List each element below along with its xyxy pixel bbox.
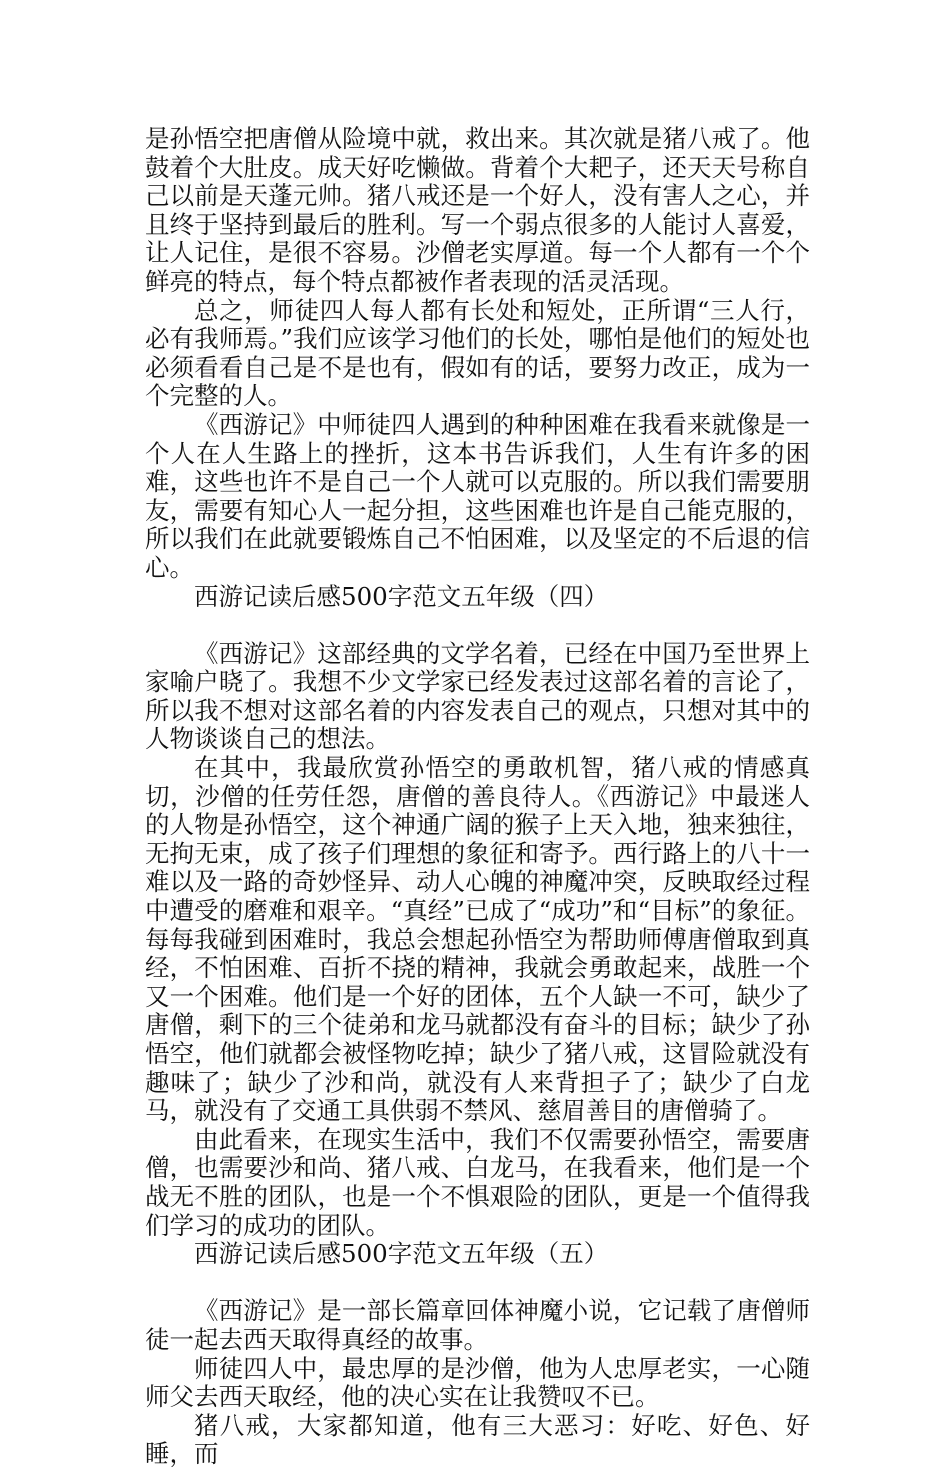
paragraph: 猪八戒，大家都知道，他有三大恶习：好吃、好色、好睡，而 (145, 1410, 810, 1469)
blank-line (145, 611, 810, 640)
section-heading: 西游记读后感500字范文五年级（四） (194, 581, 609, 611)
paragraph: 总之，师徒四人每人都有长处和短处，正所谓“三人行，必有我师焉。”我们应该学习他们的长处，哪怕是他们的短处也必须看看自己是不是也有，假如有的话，要努力改正，成为一个完整的人。 (145, 295, 810, 411)
paragraph: 在其中，我最欣赏孙悟空的勇敢机智，猪八戒的情感真切，沙僧的任劳任怨，唐僧的善良待人。《西游记》中最迷人的人物是孙悟空，这个神通广阔的猴子上天入地，独来独往，无拘无束，成了孩子们理想的象征和寄予。西行路上的八十一难以及一路的奇妙怪异、动人心魄的神魔冲突，反映取经过程中遭受的磨难和艰辛。“真经”已成了“成功”和“目标”的象征。每每我碰到困难时，我总会想起孙悟空为帮助师傅唐僧取到真经，不怕困难、百折不挠的精神，我就会勇敢起来，战胜一个又一个困难。他们是一个好的团体，五个人缺一不可，缺少了唐僧，剩下的三个徒弟和龙马就都没有奋斗的目标；缺少了孙悟空，他们就都会被怪物吃掉；缺少了猪八戒，这冒险就没有趣味了；缺少了沙和尚，就没有人来背担子了；缺少了白龙马，就没有了交通工具供弱不禁风、慈眉善目的唐僧骑了。 (145, 753, 810, 1126)
paragraph: 师徒四人中，最忠厚的是沙僧，他为人忠厚老实，一心随师父去西天取经，他的决心实在让我赞叹不已。 (145, 1353, 810, 1412)
paragraph: 是孙悟空把唐僧从险境中就，救出来。其次就是猪八戒了。他鼓着个大肚皮。成天好吃懒做。背着个大耙子，还天天号称自己以前是天蓬元帅。猪八戒还是一个好人，没有害人之心，并且终于坚持到最后的胜利。写一个弱点很多的人能讨人喜爱，让人记住，是很不容易。沙僧老实厚道。每一个人都有一个个鲜亮的特点，每个特点都被作者表现的活灵活现。 (145, 124, 810, 296)
paragraph: 《西游记》是一部长篇章回体神魔小说，它记载了唐僧师徒一起去西天取得真经的故事。 (145, 1296, 810, 1354)
blank-line (145, 1269, 810, 1298)
paragraph: 《西游记》中师徒四人遇到的种种困难在我看来就像是一个人在人生路上的挫折，这本书告诉我们，人生有许多的困难，这些也许不是自己一个人就可以克服的。所以我们需要朋友，需要有知心人一起分担，这些困难也许是自己能克服的，所以我们在此就要锻炼自己不怕困难，以及坚定的不后退的信心。 (145, 409, 810, 582)
paragraph: 《西游记》这部经典的文学名着，已经在中国乃至世界上家喻户晓了。我想不少文学家已经发表过这部名着的言论了，所以我不想对这部名着的内容发表自己的观点，只想对其中的人物谈谈自己的想法。 (145, 638, 810, 754)
paragraph: 由此看来，在现实生活中，我们不仅需要孙悟空，需要唐僧，也需要沙和尚、猪八戒、白龙马，在我看来，他们是一个战无不胜的团队，也是一个不惧艰险的团队，更是一个值得我们学习的成功的团队。 (145, 1124, 810, 1240)
document-page (145, 125, 810, 1469)
section-heading: 西游记读后感500字范文五年级（五） (194, 1239, 609, 1269)
